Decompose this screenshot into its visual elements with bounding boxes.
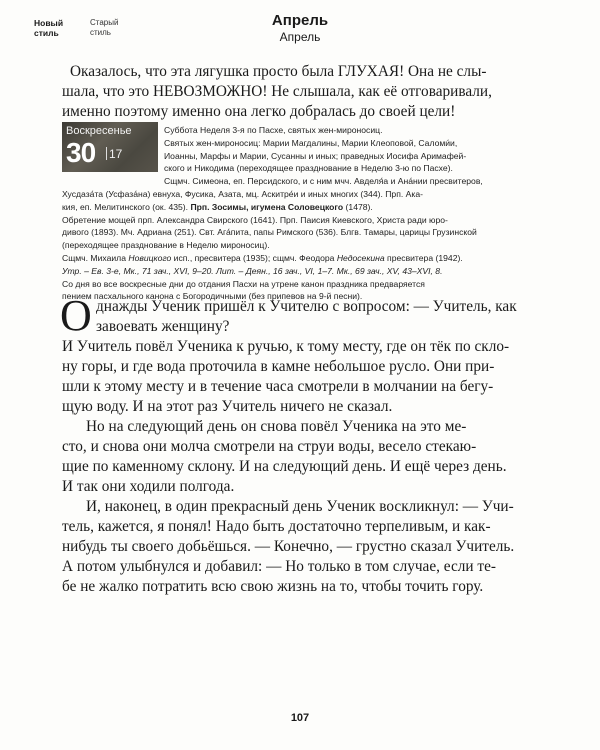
calendar-line: дивого (1893). Мч. Адриана (251). Свт. Ага́пита, папы Римского (536). Блгв. Тамары, царицы Грузинской	[62, 227, 477, 238]
story-line: щую воду. И на этот раз Учитель ничего не сказал.	[62, 398, 393, 415]
calendar-line: пением пасхального канона с Богородичными (без припевов на 9-й песни).	[62, 291, 363, 302]
calendar-line: Сщмч. Симеона, еп. Персидского, и с ним мчч. Авделя́а и Ана́нии пресвитеров,	[164, 176, 483, 187]
story-line: нибудь ты своего добьёшься. — Конечно, — грустно сказал Учитель.	[62, 538, 515, 555]
old-style-day-number: 17	[109, 147, 123, 161]
calendar-line: Обретение мощей прп. Александра Свирского (1641). Прп. Паисия Киевского, Христа ради юро-	[62, 214, 448, 225]
story-line: бе не жалко потратить всю свою жизнь на то, чтобы точить гору.	[62, 578, 484, 595]
month-new-style: Апрель	[271, 12, 329, 29]
calendar-italic-name: Недосекина	[336, 252, 385, 263]
story-line: сто, и снова они молча смотрели на струи воды, весело стекаю-	[62, 438, 477, 455]
story-line-text: днажды Ученик пришёл к Учителю с вопросом: — Учитель, как	[96, 298, 517, 315]
calendar-line: Иоанны, Марфы и Марии, Сусанны и иных; праведных Иосифа Аримафей-	[164, 150, 467, 161]
old-style-label: Старый стиль	[90, 18, 119, 37]
calendar-line	[62, 252, 562, 265]
calendar-readings	[62, 265, 562, 278]
calendar-italic-name: Новицкого	[128, 252, 172, 263]
calendar-line: (переходящее празднование в Неделю мироносиц).	[62, 240, 270, 251]
intro-paragraph	[62, 62, 562, 122]
intro-line: шала, что это НЕВОЗМОЖНО! Не слышала, как её отговаривали,	[62, 83, 492, 100]
weekday-label: Воскресенье	[66, 125, 132, 137]
calendar-bold-saint: Прп. Зосимы, игумена Соловецкого	[190, 201, 344, 212]
story-line: Но на следующий день он снова повёл Ученика на это ме-	[86, 418, 467, 435]
story-line: щие по каменному склону. И на следующий день. И ещё через день.	[62, 458, 507, 475]
calendar-line-text: кия, еп. Мелитинского (ок. 435).	[62, 201, 189, 212]
calendar-bold-saint-year: (1478).	[345, 201, 373, 212]
story-line: И, наконец, в один прекрасный день Ученик воскликнул: — Учи-	[86, 498, 514, 515]
story-line: И так они ходили полгода.	[62, 478, 235, 495]
calendar-line-text: исп., пресвитера (1935); сщмч. Феодора	[171, 252, 337, 263]
new-style-label: Новый стиль	[34, 18, 64, 38]
calendar-line: ского и Никодима (переходящее празднование в Неделю 3-ю по Пасхе).	[164, 163, 453, 174]
drop-cap: О	[60, 291, 92, 340]
calendar-line	[62, 201, 562, 214]
calendar-line: Со дня во все воскресные дни до отдания Пасхи на утрене канон праздника предваряется	[62, 278, 425, 289]
calendar-line: Святых жен-мироносиц: Марии Магдалины, Марии Клеоповой, Саломи́и,	[164, 137, 458, 148]
page-number: 107	[290, 712, 310, 724]
month-old-style: Апрель	[279, 30, 321, 44]
calendar-readings-text: Утр. – Ев. 3-е, Мк., 71 зач., XVI, 9–20. Лит. – Деян., 16 зач., VI, 1–7. Мк., 69 зач., XV, 43–XVI, 8.	[62, 265, 443, 276]
story-line: завоевать женщину?	[96, 318, 230, 335]
story-line: шли к этому месту и в течение часа смотрели в молчании на бегу-	[62, 378, 494, 395]
month-header	[150, 12, 450, 45]
calendar-entry	[62, 124, 562, 303]
calendar-line-text: пресвитера (1942).	[384, 252, 463, 263]
day-number: 30	[66, 137, 96, 168]
story-line: А потом улыбнулся и добавил: — Но только в том случае, если те-	[62, 558, 496, 575]
story-line: тель, кажется, я понял! Надо быть достаточно терпеливым, и как-	[62, 518, 491, 535]
intro-line: именно поэтому именно она легко добралась до своей цели!	[62, 103, 456, 120]
calendar-title: Суббота Неделя 3-я по Пасхе, святых жен-мироносиц.	[164, 125, 383, 135]
story-line: ну горы, и где вода проточила в камне небольшое русло. Они при-	[62, 358, 495, 375]
calendar-line-text: Сщмч. Михаила	[62, 252, 129, 263]
intro-line: Оказалось, что эта лягушка просто была ГЛУХАЯ! Она не слы-	[70, 63, 487, 80]
calendar-line: Хусдаза́та (Усфаза́на) евнуха, Фусика, Азата, мц. Аскитре́и и иных многих (344). Прп. Ака-	[62, 188, 423, 199]
story-line: И Учитель повёл Ученика к ручью, к тому месту, где он тёк по скло-	[62, 338, 510, 355]
